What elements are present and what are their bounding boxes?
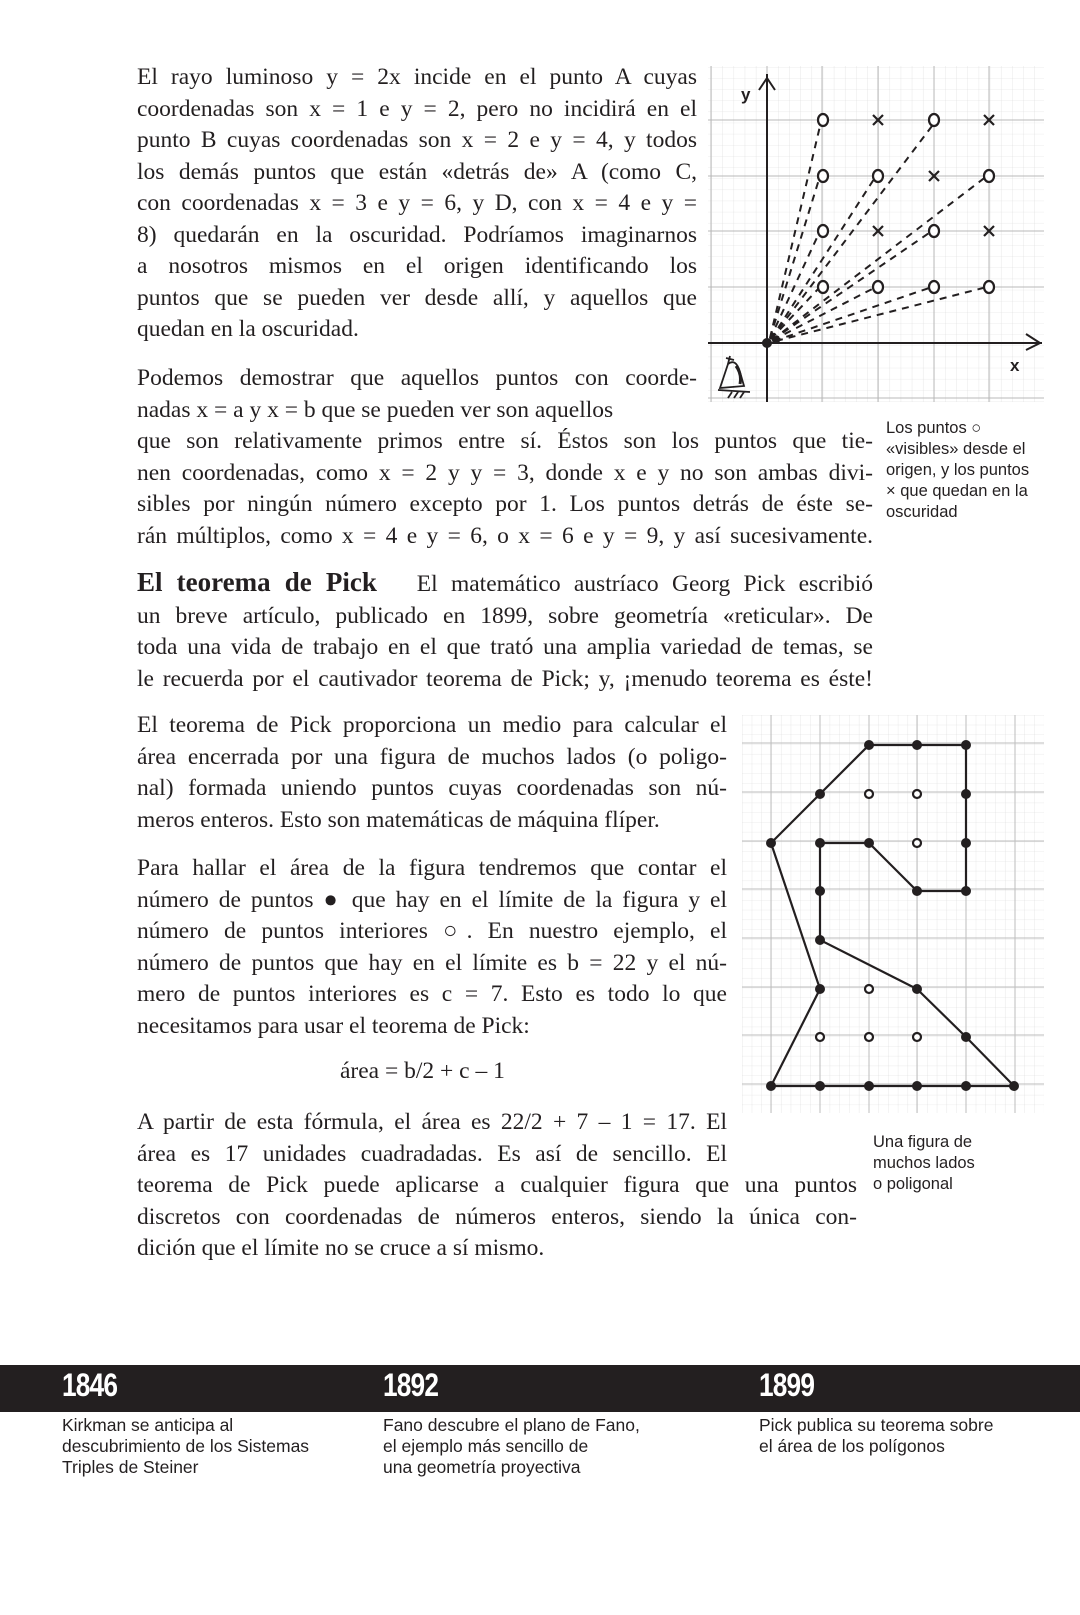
pick-intro-paragraph xyxy=(137,567,873,695)
text-line: El teorema de Pick proporciona un medio para calcular el xyxy=(137,712,727,738)
text-line: A partir de esta fórmula, el área es 22/2 + 7 – 1 = 17. El xyxy=(137,1109,727,1135)
timeline-line: Kirkman se anticipa al xyxy=(62,1415,234,1435)
text-line: meros enteros. Esto son matemáticas de máquina flíper. xyxy=(137,806,660,833)
text-line: rán múltiplos, como x = 4 e y = 6, o x = 6 e y = 9, y así sucesivamente. xyxy=(137,522,873,549)
text-line: le recuerda por el cautivador teorema de Pick; y, ¡menudo teorema es éste! xyxy=(137,665,873,692)
paragraph-ray-intro xyxy=(137,62,697,346)
timeline-entry-1846 xyxy=(62,1415,309,1478)
text-line: Para hallar el área de la figura tendremos que contar el xyxy=(137,855,727,881)
timeline-year-1892: 1892 xyxy=(383,1367,439,1403)
section-heading: El teorema de Pick xyxy=(137,567,377,597)
paragraph-coprime-wide xyxy=(137,426,873,552)
text-line: puntos que se pueden ver desde allí, y aquellos que xyxy=(137,284,697,311)
caption-line: Los puntos ○ xyxy=(886,419,982,437)
timeline-line: Fano descubre el plano de Fano, xyxy=(383,1415,640,1435)
timeline-entry-1899 xyxy=(759,1415,993,1457)
text-line: un breve artículo, publicado en 1899, sobre geometría «reticular». De xyxy=(137,602,873,629)
text-line: con coordenadas x = 3 e y = 6, y D, con x = 4 e y = xyxy=(137,190,697,216)
timeline-line: una geometría proyectiva xyxy=(383,1457,581,1477)
paragraph-coprime-narrow xyxy=(137,363,697,426)
caption-line: origen, y los puntos xyxy=(886,461,1030,479)
text-line: teorema de Pick puede aplicarse a cualquier figura que una puntos xyxy=(137,1172,857,1198)
y-axis-label: y xyxy=(741,85,751,104)
text-line: El rayo luminoso y = 2x incide en el punto A cuyas xyxy=(137,64,697,90)
text-line: nen coordenadas, como x = 2 y y = 3, donde x e y no son ambas divi- xyxy=(137,459,873,486)
paragraph-pick-purpose xyxy=(137,710,727,836)
pick-polygon-figure xyxy=(742,715,1044,1113)
text-line: mero de puntos interiores es c = 7. Esto es todo lo que xyxy=(137,981,727,1007)
text-line: a nosotros mismos en el origen identificando los xyxy=(137,253,697,279)
text-line: número de puntos que hay en el límite es b = 22 y el nú- xyxy=(137,949,727,976)
text-line: quedan en la oscuridad. xyxy=(137,316,359,342)
intro-first-line: El matemático austríaco Georg Pick escribió xyxy=(416,571,874,597)
text-line: Podemos demostrar que aquellos puntos con coorde- xyxy=(137,365,697,391)
text-line: área es 17 unidades cuadradadas. Es así de sencillo. El xyxy=(137,1140,727,1167)
caption-line: muchos lados xyxy=(873,1154,975,1172)
caption-line: oscuridad xyxy=(886,503,958,521)
paragraph-result-wide xyxy=(137,1170,857,1265)
text-line: punto B cuyas coordenadas son x = 2 e y = 4, y todos xyxy=(137,127,697,153)
timeline-year-1846: 1846 xyxy=(62,1367,118,1403)
text-line: área encerrada por una figura de muchos lados (o poligo- xyxy=(137,743,727,770)
figure1-caption xyxy=(886,418,1029,523)
text-line: coordenadas son x = 1 e y = 2, pero no incidirá en el xyxy=(137,95,697,122)
text-line: sibles por ningún número excepto por 1. Los puntos detrás de éste se- xyxy=(137,491,873,517)
timeline-line: el ejemplo más sencillo de xyxy=(383,1436,589,1456)
timeline-line: el área de los polígonos xyxy=(759,1436,945,1456)
text-line: dición que el límite no se cruce a sí mismo. xyxy=(137,1235,545,1261)
text-line: discretos con coordenadas de números enteros, siendo la única con- xyxy=(137,1203,857,1230)
paragraph-count-points xyxy=(137,853,727,1042)
timeline-line: Pick publica su teorema sobre xyxy=(759,1415,994,1435)
text-line: necesitamos para usar el teorema de Pick: xyxy=(137,1012,530,1039)
visibility-grid-figure xyxy=(708,66,1044,402)
caption-line: Una figura de xyxy=(873,1133,973,1151)
text-line: 8) quedarán en la oscuridad. Podríamos imaginarnos xyxy=(137,221,697,248)
timeline-year-1899: 1899 xyxy=(759,1367,815,1403)
figure2-caption xyxy=(873,1132,975,1195)
caption-line: «visibles» desde el xyxy=(886,440,1026,458)
text-line: los demás puntos que están «detrás de» A (como C, xyxy=(137,158,697,185)
timeline-entry-1892 xyxy=(383,1415,640,1478)
caption-line: o poligonal xyxy=(873,1175,953,1193)
x-axis-label: x xyxy=(1010,356,1020,375)
paragraph-result-narrow xyxy=(137,1107,727,1170)
pick-formula: área = b/2 + c – 1 xyxy=(340,1058,505,1084)
text-line: toda una vida de trabajo en el que trató una amplia variedad de temas, se xyxy=(137,634,873,660)
caption-line: × que quedan en la xyxy=(886,482,1028,500)
text-line: nal) formada uniendo puntos cuyas coordenadas son nú- xyxy=(137,775,727,801)
text-line: que son relativamente primos entre sí. Éstos son los puntos que tie- xyxy=(137,428,873,454)
timeline-band xyxy=(0,1365,1080,1412)
text-line: nadas x = a y x = b que se pueden ver son aquellos xyxy=(137,396,614,423)
text-line xyxy=(137,567,873,601)
text-line: número de puntos ● que hay en el límite de la figura y el xyxy=(137,886,727,913)
timeline-line: Triples de Steiner xyxy=(62,1457,199,1477)
text-line: número de puntos interiores ○. En nuestro ejemplo, el xyxy=(137,918,727,944)
timeline-line: descubrimiento de los Sistemas xyxy=(62,1436,310,1456)
